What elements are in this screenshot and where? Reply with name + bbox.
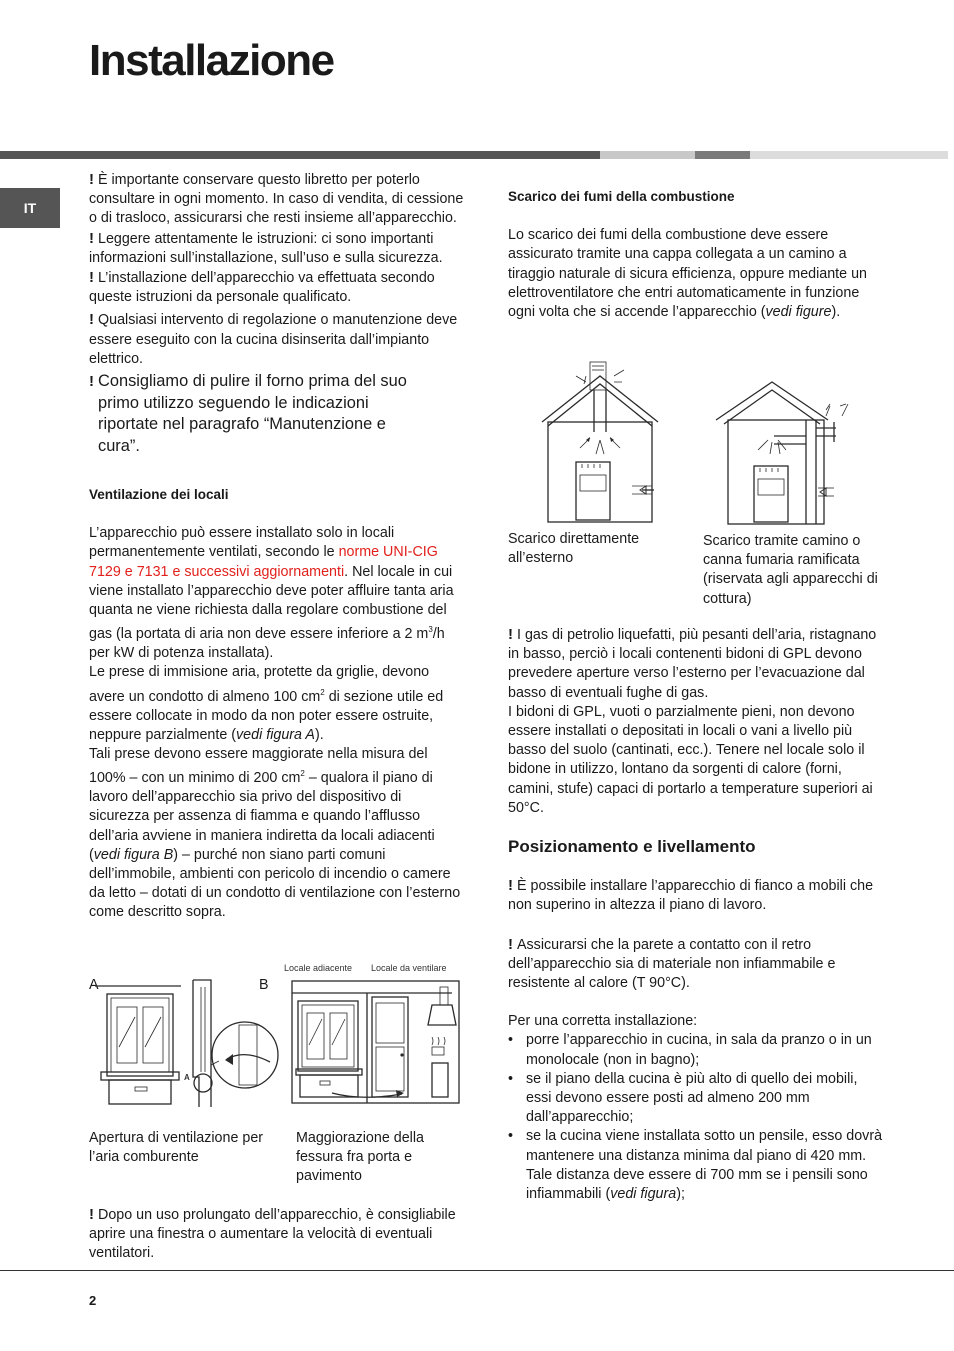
label-adjacent-room: Locale adiacente — [284, 963, 353, 973]
list-item: • porre l’apparecchio in cucina, in sala da pranzo o in un monolocale (non in bagno); — [508, 1031, 883, 1069]
figure-label-b: B — [259, 977, 269, 993]
caption-figure-b: Maggiorazione della fessura fra porta e pavimento — [296, 1130, 424, 1185]
warning-item-wall: ! Assicurarsi che la parete a contatto con il retro dell’apparecchio sia di materiale non infiammabile e resistente al calore (T 90°C). — [508, 935, 836, 992]
warning-item-ventilate: ! Dopo un uso prolungato dell’apparecchio, è consigliabile aprire una finestra o aumentare la velocità di eventuali ventilatori. — [89, 1206, 456, 1262]
exclamation-icon: ! — [89, 1206, 94, 1223]
bottom-rule — [0, 1270, 954, 1271]
figure-a-ventilation-opening — [95, 977, 280, 1107]
page-title: Installazione — [89, 36, 334, 85]
list-item: • se il piano della cucina è più alto di quello dei mobili, essi devono essere posti ad almeno 200 mm dall’apparecchio; — [508, 1070, 883, 1128]
warning-item: ! L’installazione dell’apparecchio va effettuata secondo queste istruzioni da personale qualificato. — [89, 269, 435, 306]
language-tab: IT — [0, 188, 60, 228]
figure-chimney-exhaust — [714, 380, 854, 526]
exclamation-icon: ! — [508, 935, 513, 953]
paragraph-gpl: I bidoni di GPL, vuoti o parzialmente pieni, non devono essere installati o depositati in locali o vani a livello più basso del suolo (cantinati, ecc.). Tenere nel locale solo il bidone in utilizzo, lontano da sorgenti di calore (forni, camini, stufe) capaci di portarlo a temperature superiori ai 50°C. — [508, 703, 873, 816]
warning-item-gpl: ! I gas di petrolio liquefatti, più pesanti dell’aria, ristagnano in basso, perciò i locali contenenti bidoni di GPL devono prevedere aperture verso l’esterno per l’evacuazione dal basso di eventuali fughe di gas. — [508, 626, 877, 701]
install-intro: Per una corretta installazione: — [508, 1013, 698, 1030]
warning-item: ! Qualsiasi intervento di regolazione o manutenzione deve essere eseguito con la cucina disinserita dall’impianto elettrico. — [89, 311, 458, 367]
left-column — [89, 170, 465, 923]
right-column-top — [508, 187, 883, 322]
label-room-to-ventilate: Locale da ventilare — [371, 963, 447, 973]
right-column-bottom — [508, 625, 883, 1204]
paragraph-air-intake: Le prese di immisione aria, protette da griglie, devono avere un condotto di almeno 100 $cm^2$ di sezione utile ed essere collocate in modo da non poter essere ostruite, neppure parzialmente (vedi figura A). — [89, 664, 444, 743]
caption-chimney-exhaust: Scarico tramite camino o canna fumaria ramificata (riservata agli apparecchi di cottura) — [703, 533, 878, 607]
list-item: • se la cucina viene installata sotto un pensile, esso dovrà mantenere una distanza minima dal piano di 420 mm. — [508, 1127, 883, 1165]
caption-direct-exhaust: Scarico direttamente all’esterno — [508, 531, 640, 567]
paragraph-smoke: Lo scarico dei fumi della combustione deve essere assicurato tramite una cappa collegata a un camino a tiraggio naturale di sicura efficienza, oppure mediante un elettroventilatore che entri automaticamente in funzione ogni volta che si accende l’apparecchio (vedi figure). — [508, 227, 867, 321]
figure-direct-exhaust — [536, 362, 661, 524]
warning-item: ! Leggere attentamente le istruzioni: ci sono importanti informazioni sull’installazione, sull’uso e sulla sicurezza. — [89, 229, 443, 266]
section-heading-ventilation: Ventilazione dei locali — [89, 487, 229, 503]
paragraph-air-intake-increase: Tali prese devono essere maggiorate nella misura del 100% – con un minimo di 200 $cm^2$ – qualora il piano di lavoro dell’apparecchio sia privo del dispositivo di sicurezza per assenza di fiamma e quando l’afflusso dell’aria avviene in maniera indiretta da locali adiacenti (vedi figura B) – purché non siano parti comuni dell’immobile, ambienti con pericolo di incendio o camere da letto – dotati di un condotto di ventilazione con l’esterno come descritto sopra. — [89, 746, 461, 921]
exclamation-icon: ! — [89, 171, 94, 188]
install-list — [508, 1031, 883, 1165]
exclamation-icon: ! — [89, 373, 94, 391]
section-heading-positioning: Posizionamento e livellamento — [508, 837, 756, 857]
standard-reference: norme UNI-CIG 7129 e 7131 e successivi aggiornamenti — [89, 544, 438, 580]
vent-opening-label: A — [184, 1073, 190, 1082]
warning-item-cleaning: ! Consigliamo di pulire il forno prima del suo primo utilizzo seguendo le indicazioni riportate nel paragrafo “Manutenzione e cura”. — [89, 371, 429, 457]
exclamation-icon: ! — [89, 229, 94, 247]
exclamation-icon: ! — [508, 877, 513, 895]
list-item-continuation: Tale distanza deve essere di 700 mm se i pensili sono infiammabili (vedi figura); — [526, 1166, 868, 1203]
warning-item-furniture: ! È possibile installare l’apparecchio di fianco a mobili che non superino in altezza il piano di lavoro. — [508, 877, 874, 914]
figure-b-door-gap — [292, 975, 460, 1105]
exclamation-icon: ! — [89, 311, 94, 329]
paragraph-ventilation: L’apparecchio può essere installato solo in locali permanentemente ventilati, secondo le norme UNI-CIG 7129 e 7131 e successivi aggiornamenti. Nel locale in cui viene installato l’apparecchio deve poter affluire tanta aria quanta ne viene richiesta dalla regolare combustione del gas (la portata di aria non deve essere inferiore a 2 $m^3/h$ per kW di potenza installata). — [89, 525, 454, 662]
figure-label-a: A — [89, 977, 99, 993]
caption-figure-a: Apertura di ventilazione per l’aria comburente — [89, 1130, 264, 1166]
section-heading-smoke: Scarico dei fumi della combustione — [508, 189, 735, 204]
exclamation-icon: ! — [89, 269, 94, 287]
warning-item: ! È importante conservare questo libretto per poterlo consultare in ogni momento. In caso di vendita, di cessione o di trasloco, assicurarsi che resti insieme all’apparecchio. — [89, 171, 464, 227]
exclamation-icon: ! — [508, 626, 513, 643]
page-number: 2 — [89, 1293, 97, 1308]
